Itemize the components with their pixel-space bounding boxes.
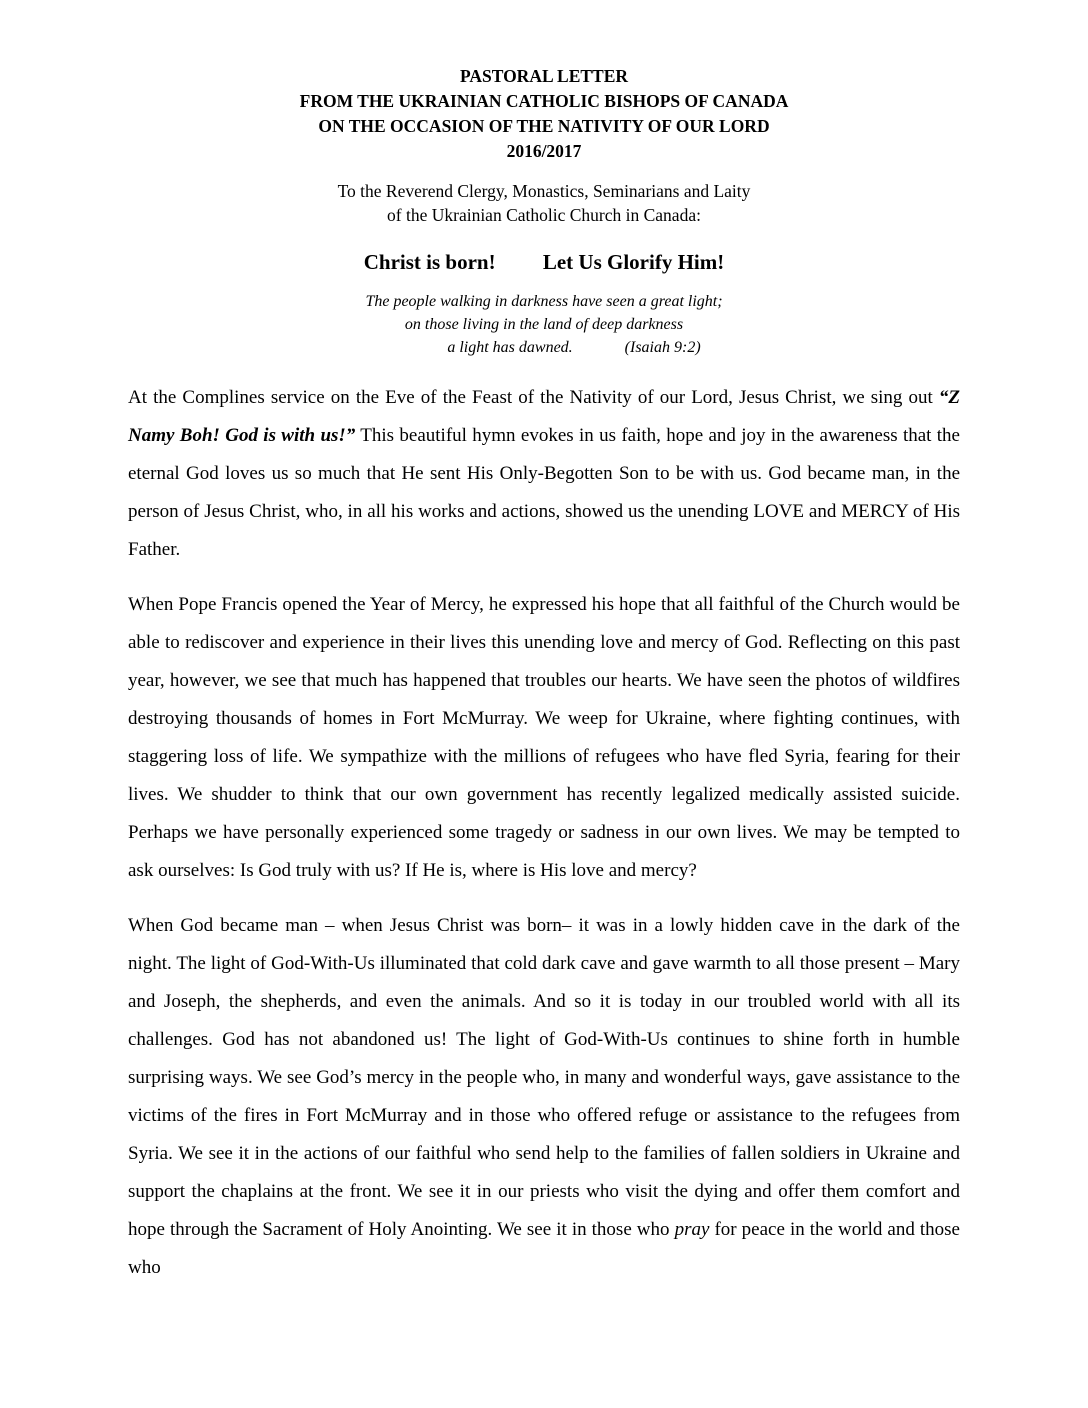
scripture-reference: (Isaiah 9:2) — [624, 339, 701, 356]
greeting-part-1: Christ is born! — [363, 250, 496, 274]
salutation-line-1: To the Reverend Clergy, Monastics, Seminarians and Laity — [337, 181, 751, 201]
paragraph-1-text-a: At the Complines service on the Eve of the Feast of the Nativity of our Lord, Jesus Christ, we sing out — [128, 387, 939, 408]
paragraph-3 — [128, 907, 960, 1287]
paragraph-3-italic-word: pray — [674, 1219, 710, 1240]
salutation-line-2: of the Ukrainian Catholic Church in Canada: — [387, 205, 701, 225]
scripture-quote — [128, 290, 960, 359]
scripture-line-3-text: a light has dawned. — [447, 339, 573, 356]
paragraph-3-text-a: When God became man – when Jesus Christ was born– it was in a lowly hidden cave in the dark of the night. The light of God-With-Us illuminated that cold dark cave and gave warmth to all those present – Mary and Joseph, the shepherds, and even the animals. And so it is today in our troubled world with all its challenges. God has not abandoned us! The light of God-With-Us continues to shine forth in humble surprising ways. We see God’s mercy in the people who, in many and wonderful ways, gave assistance to the victims of the fires in Fort McMurray and in those who offered refuge or assistance to the refugees from Syria. We see it in the actions of our faithful who send help to the families of fallen soldiers in Ukraine and support the chaplains at the front. We see it in our priests who visit the dying and offer them comfort and hope through the Sacrament of Holy Anointing. We see it in those who — [128, 915, 960, 1240]
paragraph-3-text-b: for peace in the world and those who — [128, 1219, 960, 1278]
paragraph-1 — [128, 379, 960, 569]
greeting-part-2: Let Us Glorify Him! — [542, 250, 725, 274]
title-line-1: PASTORAL LETTER — [459, 66, 629, 86]
title-line-2: FROM THE UKRAINIAN CATHOLIC BISHOPS OF CANADA — [299, 91, 789, 111]
scripture-line-2: on those living in the land of deep darkness — [404, 316, 684, 333]
title-line-3: ON THE OCCASION OF THE NATIVITY OF OUR LORD — [318, 116, 770, 136]
paragraph-1-hymn-quote: “Z Namy Boh! God is with us!” — [128, 387, 960, 446]
paragraph-2: When Pope Francis opened the Year of Mercy, he expressed his hope that all faithful of the Church would be able to rediscover and experience in their lives this unending love and mercy of God. Reflecting on this past year, however, we see that much has happened that troubles our hearts. We have seen the photos of wildfires destroying thousands of homes in Fort McMurray. We weep for Ukraine, where fighting continues, with staggering loss of life. We sympathize with the millions of refugees who have fled Syria, fearing for their lives. We shudder to think that our own government has recently legalized medically assisted suicide. Perhaps we have personally experienced some tragedy or sadness in our own lives. We may be tempted to ask ourselves: Is God truly with us? If He is, where is His love and mercy? — [128, 594, 960, 881]
greeting-heading — [128, 249, 960, 275]
title-line-4-year: 2016/2017 — [506, 141, 582, 161]
letter-body — [128, 379, 960, 1287]
salutation-block — [128, 179, 960, 227]
scripture-line-1: The people walking in darkness have seen a great light; — [365, 293, 723, 310]
paragraph-1-text-b: This beautiful hymn evokes in us faith, hope and joy in the awareness that the eternal God loves us so much that He sent His Only-Begotten Son to be with us. God became man, in the person of Jesus Christ, who, in all his works and actions, showed us the unending LOVE and MERCY of His Father. — [128, 425, 960, 560]
scripture-line-3 — [128, 336, 960, 359]
letter-title-block — [128, 64, 960, 164]
